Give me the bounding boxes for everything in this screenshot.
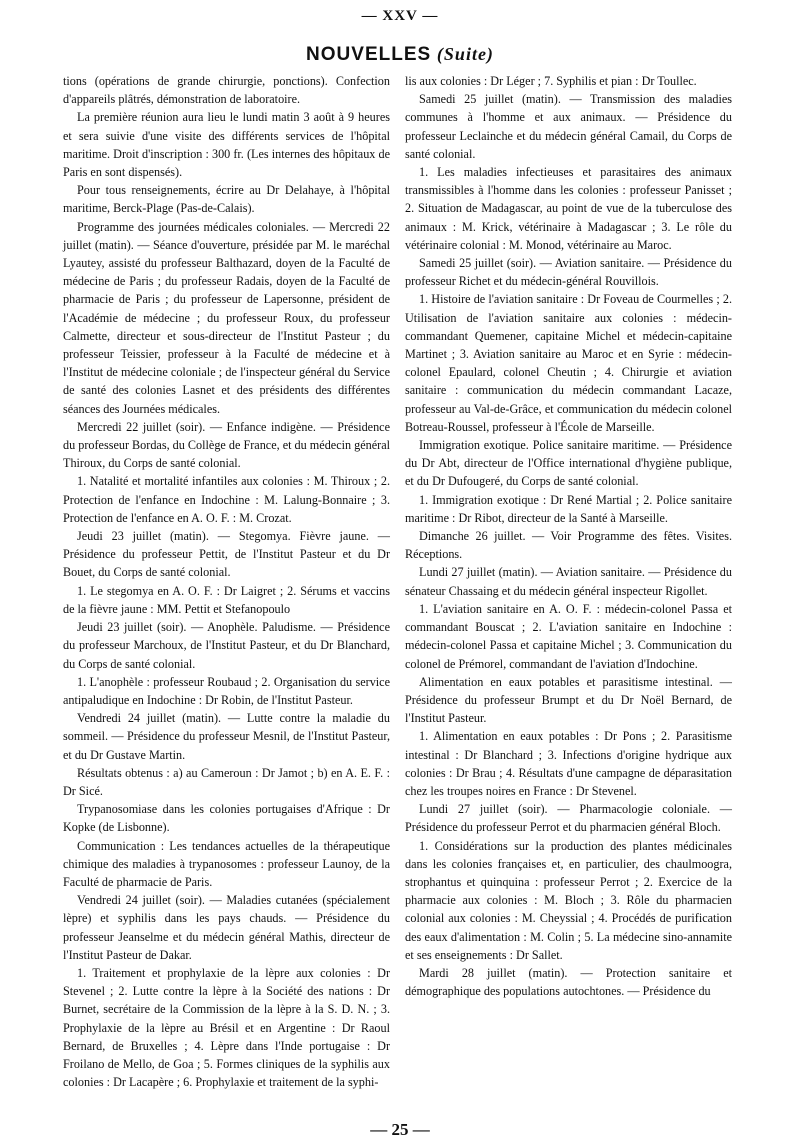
paragraph: La première réunion aura lieu le lundi matin 3 août à 9 heures et sera suivie d'une visite des différents services de l'hôpital maritime. Droit d'inscription : 300 fr. (Les internes des hôpitaux de Paris en sont dispensés). <box>63 110 390 180</box>
paragraph: tions (opérations de grande chirurgie, ponctions). Confection d'appareils plâtrés, démonstration de laboratoire. <box>63 74 390 107</box>
paragraph: Programme des journées médicales coloniales. — Mercredi 22 juillet (matin). — Séance d'ouverture, présidée par M. le maréchal Lyautey, assisté du professeur Balthazard, doyen de la Faculté de médecine de Paris ; du professeur Radais, doyen de la Faculté de pharmacie de Paris ; du professeur de Lapersonne, président de l'Académie de médecine ; du professeur Roux, du professeur Calmette, directeur et sous-directeur de l'Institut Pasteur ; du professeur Teissier, professeur à la Faculté de médecine et à l'Institut de médecine coloniale ; de l'inspecteur général du Service de santé des colonies Lasnet et des présidents des différentes séances des Journées médicales. <box>63 219 390 416</box>
paragraph: Jeudi 23 juillet (soir). — Anophèle. Paludisme. — Présidence du professeur Marchoux, de l'Institut Pasteur, et du Dr Blanchard, du Corps de santé colonial. <box>63 620 390 671</box>
title-text: NOUVELLES <box>306 44 432 65</box>
paragraph: lis aux colonies : Dr Léger ; 7. Syphilis et pian : Dr Toullec. <box>405 74 697 88</box>
paragraph: 1. Immigration exotique : Dr René Martial ; 2. Police sanitaire maritime : Dr Ribot, directeur de la Santé à Marseille. <box>405 492 732 525</box>
paragraph: Samedi 25 juillet (matin). — Transmission des maladies communes à l'homme et aux animaux. — Présidence du professeur Leclainche et du médecin général Camail, du Corps de santé colonial. <box>405 92 732 161</box>
paragraph: Trypanosomiase dans les colonies portugaises d'Afrique : Dr Kopke (de Lisbonne). <box>63 802 390 835</box>
paragraph: Résultats obtenus : a) au Cameroun : Dr Jamot ; b) en A. E. F. : Dr Sicé. <box>63 765 390 798</box>
paragraph: 1. Le stegomya en A. O. F. : Dr Laigret ; 2. Sérums et vaccins de la fièvre jaune : MM. Pettit et Stefanopoulo <box>63 583 390 616</box>
title-suite: (Suite) <box>436 44 494 64</box>
paragraph: 1. Considérations sur la production des plantes médicinales dans les colonies françaises et, en particulier, des chaulmoogra, strophantus et quinquina : professeur Perrot ; 2. Exercice de la pharmacie aux colonies : M. Bloch ; 3. Rôle du pharmacien colonial aux colonies : M. Cheyssial ; 4. Procédés de purification des eaux d'alimentation : M. Colin ; 5. La médecine sino-annamite et ses enseignements : Dr Sallet. <box>405 838 732 962</box>
left-column <box>63 72 390 1091</box>
paragraph: 1. Traitement et prophylaxie de la lèpre aux colonies : Dr Stevenel ; 2. Lutte contre la lèpre à la Société des nations : Dr Burnet, secrétaire de la Commission de la lèpre à la S. D. N. ; 3. Prophylaxie de la lèpre au Brésil et en Argentine : Dr Raoul Bernard, de Bruxelles ; 4. Lèpre dans l'Inde portugaise : Dr Froilano de Mello, de Goa ; 5. Formes cliniques de la syphilis aux colonies : Dr Lacapère ; 6. Prophylaxie et traitement de la syphi- <box>63 965 390 1090</box>
paragraph: Jeudi 23 juillet (matin). — Stegomya. Fièvre jaune. — Présidence du professeur Pettit, de l'Institut Pasteur et du Dr Bouet, du Corps de santé colonial. <box>63 529 390 580</box>
paragraph: 1. Natalité et mortalité infantiles aux colonies : M. Thiroux ; 2. Protection de l'enfance en Indochine : M. Lalung-Bonnaire ; 3. Protection de l'enfance en A. O. F. : M. Crozat. <box>63 474 390 525</box>
roman-page-number: — XXV — <box>361 8 439 24</box>
paragraph: Vendredi 24 juillet (matin). — Lutte contre la maladie du sommeil. — Présidence du professeur Mesnil, de l'Institut Pasteur, et du Dr Gustave Martin. <box>63 711 390 762</box>
paragraph: Alimentation en eaux potables et parasitisme intestinal. — Présidence du professeur Brumpt et du Dr Noël Bernard, de l'Institut Pasteur. <box>405 674 732 726</box>
page-number: — 25 — <box>370 1120 430 1139</box>
paragraph: 1. Alimentation en eaux potables : Dr Pons ; 2. Parasitisme intestinal : Dr Blanchard ; 3. Infections d'origine hydrique aux colonies : Dr Brau ; 4. Résultats d'une campagne de déparasitation chez les troupes noires en France : Dr Stevenel. <box>405 729 732 798</box>
paragraph: 1. L'anophèle : professeur Roubaud ; 2. Organisation du service antipaludique en Indochine : Dr Robin, de l'Institut Pasteur. <box>63 674 390 707</box>
paragraph: 1. L'aviation sanitaire en A. O. F. : médecin-colonel Passa et commandant Bouscat ; 2. L'aviation sanitaire en Indochine : médecin-colonel Passa et capitaine Michel ; 3. Communication du colonel de Prémorel, commandant de l'aviation d'Indochine. <box>405 601 732 671</box>
paragraph: Lundi 27 juillet (matin). — Aviation sanitaire. — Présidence du sénateur Chassaing et du médecin général inspecteur Rigollet. <box>405 565 732 598</box>
right-column <box>405 72 732 1000</box>
paragraph: 1. Histoire de l'aviation sanitaire : Dr Foveau de Courmelles ; 2. Utilisation de l'aviation sanitaire aux colonies : médecin-commandant Quemener, capitaine Michel et médecin-capitaine Martinet ; 3. Aviation sanitaire au Maroc et en Syrie : médecin-colonel Epaulard, colonel Cheutin ; 4. Chirurgie et aviation sanitaire : communication du médecin commandant Lacaze, professeur au Val-de-Grâce, et communication du médecin colonel Botreau-Roussel, professeur à l'École de Marseille. <box>405 292 732 434</box>
paragraph: Mercredi 22 juillet (soir). — Enfance indigène. — Présidence du professeur Bordas, du Collège de France, et du médecin général Thiroux, du Corps de santé colonial. <box>63 419 390 471</box>
paragraph: Lundi 27 juillet (soir). — Pharmacologie coloniale. — Présidence du professeur Perrot et du pharmacien général Bloch. <box>405 802 732 835</box>
page-title <box>0 44 800 66</box>
paragraph: Dimanche 26 juillet. — Voir Programme des fêtes. Visites. Réceptions. <box>405 529 732 562</box>
paragraph: Communication : Les tendances actuelles de la thérapeutique chimique des maladies à trypanosomes : professeur Launoy, de la Faculté de pharmacie de Paris. <box>63 838 390 889</box>
paragraph: Pour tous renseignements, écrire au Dr Delahaye, à l'hôpital maritime, Berck-Plage (Pas-de-Calais). <box>63 183 390 216</box>
paragraph: Samedi 25 juillet (soir). — Aviation sanitaire. — Présidence du professeur Richet et du médecin-général Rouvillois. <box>405 256 732 289</box>
paragraph: Mardi 28 juillet (matin). — Protection sanitaire et démographique des populations autochtones. — Présidence du <box>405 965 732 999</box>
paragraph: 1. Les maladies infectieuses et parasitaires des animaux transmissibles à l'homme dans les colonies : professeur Panisset ; 2. Situation de Madagascar, au point de vue de la tuberculose des animaux : M. Krick, vétérinaire à Madagascar ; 3. Le rôle du vétérinaire colonial : M. Monod, vétérinaire au Maroc. <box>405 165 732 252</box>
paragraph: Vendredi 24 juillet (soir). — Maladies cutanées (spécialement lèpre) et syphilis dans les pays chauds. — Présidence du professeur Jeanselme et du médecin général Mathis, directeur de l'Institut Pasteur de Dakar. <box>63 893 390 962</box>
paragraph: Immigration exotique. Police sanitaire maritime. — Présidence du Dr Abt, directeur de l'Office international d'hygiène publique, et du Dr Dufougeré, du Corps de santé colonial. <box>405 438 732 489</box>
